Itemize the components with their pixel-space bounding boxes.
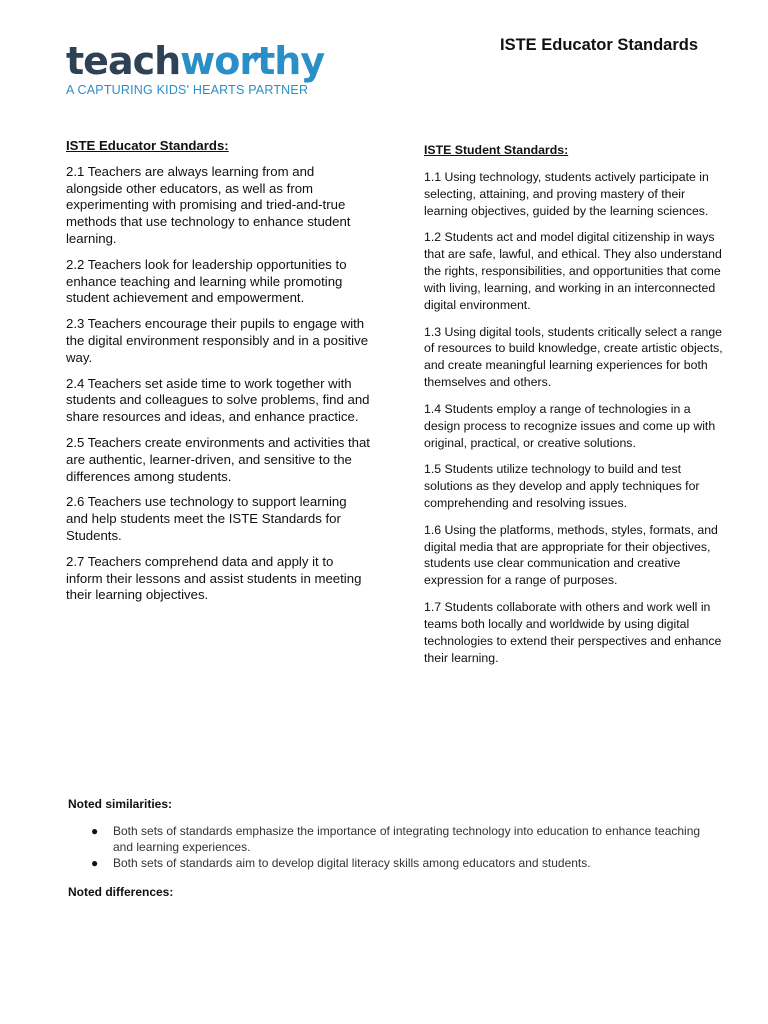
student-standard-1-2: 1.2 Students act and model digital citizenship in ways that are safe, lawful, and ethical. They also understand the rights, responsibilities, and opportunities that come with living, learning, and working in an interconnected digital environment. xyxy=(424,230,722,312)
list-item xyxy=(91,855,708,871)
educator-standard-2-4: 2.4 Teachers set aside time to work together with students and colleagues to solve problems, find and share resources and ideas, and enhance practice. xyxy=(66,375,370,425)
similarity-text: Both sets of standards emphasize the importance of integrating technology into education to enhance teaching and learning experiences. xyxy=(113,824,701,854)
educator-standards-heading: ISTE Educator Standards: xyxy=(66,138,229,153)
student-standard-1-6: 1.6 Using the platforms, methods, styles, formats, and digital media that are appropriate for their objectives, students use clear communication and creative expression for a range of purposes. xyxy=(424,522,718,588)
list-item xyxy=(91,823,708,855)
logo-wordmark xyxy=(66,39,325,83)
similarities-list xyxy=(68,823,708,871)
logo-tagline: A CAPTURING KIDS' HEARTS PARTNER xyxy=(66,83,309,97)
student-standard-1-3: 1.3 Using digital tools, students critically select a range of resources to build knowledge, create artistic objects, and create meaningful learning experiences for both themselves and others. xyxy=(424,324,723,390)
bird-icon xyxy=(247,50,265,64)
student-standards-heading: ISTE Student Standards: xyxy=(424,143,569,157)
student-standards-column xyxy=(424,142,730,676)
educator-standard-2-3: 2.3 Teachers encourage their pupils to engage with the digital environment responsibly and in a positive way. xyxy=(66,316,369,365)
page-title: ISTE Educator Standards xyxy=(500,36,699,54)
logo-teach-text: teach xyxy=(66,39,181,83)
teachworthy-logo xyxy=(66,39,325,97)
logo-worthy-text: worthy xyxy=(180,39,325,83)
student-standard-1-4: 1.4 Students employ a range of technologies in a design process to recognize issues and come up with original, practical, or creative solutions. xyxy=(424,401,716,450)
educator-standard-2-1: 2.1 Teachers are always learning from and alongside other educators, as well as from experimenting with promising and tried-and-true methods that use technology to enhance student learning. xyxy=(66,163,351,246)
notes-section xyxy=(68,796,708,900)
educator-standard-2-7: 2.7 Teachers comprehend data and apply it to inform their lessons and assist students in meeting their learning objectives. xyxy=(66,553,362,603)
educator-standard-2-2: 2.2 Teachers look for leadership opportunities to enhance teaching and learning while promoting student achievement and empowerment. xyxy=(66,256,347,306)
educator-standard-2-5: 2.5 Teachers create environments and activities that are authentic, learner-driven, and sensitive to the differences among students. xyxy=(66,434,370,484)
bullet-icon: ● xyxy=(91,856,99,870)
differences-heading: Noted differences: xyxy=(68,885,174,899)
student-standard-1-1: 1.1 Using technology, students actively participate in selecting, attaining, and proving mastery of their learning objectives, guided by the learning sciences. xyxy=(424,169,709,218)
student-standard-1-5: 1.5 Students utilize technology to build and test solutions as they develop and apply techniques for comprehending and resolving issues. xyxy=(424,462,700,511)
educator-standards-column xyxy=(66,138,371,613)
similarity-text: Both sets of standards aim to develop digital literacy skills among educators and students. xyxy=(113,856,591,870)
educator-standard-2-6: 2.6 Teachers use technology to support learning and help students meet the ISTE Standards for Students. xyxy=(66,494,347,543)
bullet-icon: ● xyxy=(91,824,99,838)
student-standard-1-7: 1.7 Students collaborate with others and work well in teams both locally and worldwide by using digital technologies to extend their perspectives and enhance their learning. xyxy=(424,599,722,665)
similarities-heading: Noted similarities: xyxy=(68,797,173,811)
